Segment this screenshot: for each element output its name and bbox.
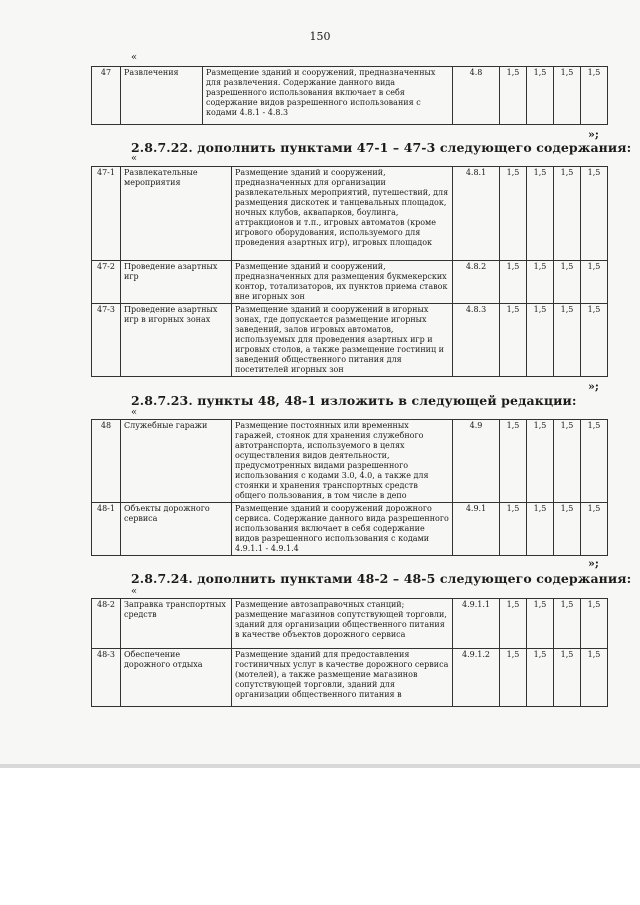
close-quote: »; (588, 128, 599, 141)
coefficient-value: 1,5 (500, 649, 527, 707)
section-heading: 2.8.7.22. дополнить пунктами 47-1 – 47-3 следующего содержания: (131, 140, 632, 155)
coefficient-value: 1,5 (527, 167, 554, 261)
use-type-name: Обеспечение дорожного отдыха (121, 649, 232, 707)
classifier-code: 4.9.1 (453, 503, 500, 556)
close-quote: »; (588, 557, 599, 570)
coefficient-value: 1,5 (500, 67, 527, 125)
row-number: 48-3 (92, 649, 121, 707)
section-heading: 2.8.7.23. пункты 48, 48-1 изложить в следующей редакции: (131, 393, 577, 408)
classifier-code: 4.8.1 (453, 167, 500, 261)
table-row (92, 503, 608, 556)
classifier-code: 4.8.2 (453, 261, 500, 304)
classifier-code: 4.9 (453, 420, 500, 503)
coefficient-value: 1,5 (554, 503, 581, 556)
classifier-code: 4.8.3 (453, 304, 500, 377)
coefficient-value: 1,5 (581, 420, 608, 503)
coefficient-value: 1,5 (527, 503, 554, 556)
coefficient-value: 1,5 (500, 261, 527, 304)
table-row (92, 420, 608, 503)
use-type-description: Размещение зданий и сооружений в игорных зонах, где допускается размещение игорных заведений, залов игровых автоматов, используемых для проведения азартных игр и игровых столов, а также размещение гостиниц и заведений общественного питания для посетителей игорных зон (232, 304, 453, 377)
table-row (92, 649, 608, 707)
use-type-description: Размещение зданий и сооружений дорожного сервиса. Содержание данного вида разрешенного использования включает в себя содержание видов разрешенного использования с кодами 4.9.1.1 - 4.9.1.4 (232, 503, 453, 556)
coefficient-value: 1,5 (554, 420, 581, 503)
land-use-table-3 (91, 419, 608, 556)
coefficient-value: 1,5 (500, 503, 527, 556)
use-type-description: Размещение постоянных или временных гаражей, стоянок для хранения служебного автотранспорта, используемого в целях осуществления видов деятельности, предусмотренных видами разрешенного использования с кодами 3.0, 4.0, а также для стоянки и хранения транспортных средств общего пользования, в том числе в депо (232, 420, 453, 503)
use-type-description: Размещение зданий и сооружений, предназначенных для организации развлекательных мероприятий, путешествий, для размещения дискотек и танцевальных площадок, ночных клубов, аквапарков, боулинга, аттракционов и т.п., игровых автоматов (кроме игрового оборудования, используемого для проведения азартных игр), игровых площадок (232, 167, 453, 261)
land-use-table-1 (91, 66, 608, 125)
row-number: 48-2 (92, 599, 121, 649)
coefficient-value: 1,5 (554, 261, 581, 304)
open-quote: « (131, 153, 138, 164)
coefficient-value: 1,5 (554, 649, 581, 707)
table-row (92, 599, 608, 649)
coefficient-value: 1,5 (527, 420, 554, 503)
use-type-name: Развлечения (121, 67, 203, 125)
coefficient-value: 1,5 (500, 599, 527, 649)
classifier-code: 4.8 (453, 67, 500, 125)
land-use-table-4 (91, 598, 608, 707)
use-type-description: Размещение зданий и сооружений, предназначенных для развлечения. Содержание данного вида разрешенного использования включает в себя содержание видов разрешенного использования с кодами 4.8.1 - 4.8.3 (203, 67, 453, 125)
coefficient-value: 1,5 (554, 304, 581, 377)
use-type-name: Проведение азартных игр в игорных зонах (121, 304, 232, 377)
coefficient-value: 1,5 (527, 304, 554, 377)
coefficient-value: 1,5 (500, 304, 527, 377)
use-type-name: Развлекательные мероприятия (121, 167, 232, 261)
use-type-name: Проведение азартных игр (121, 261, 232, 304)
open-quote: « (131, 586, 138, 597)
use-type-description: Размещение автозаправочных станций; размещение магазинов сопутствующей торговли, зданий для организации общественного питания в качестве объектов дорожного сервиса (232, 599, 453, 649)
coefficient-value: 1,5 (500, 167, 527, 261)
land-use-table-2 (91, 166, 608, 377)
page-number: 150 (309, 30, 331, 43)
coefficient-value: 1,5 (527, 67, 554, 125)
coefficient-value: 1,5 (581, 167, 608, 261)
coefficient-value: 1,5 (581, 304, 608, 377)
row-number: 47-1 (92, 167, 121, 261)
use-type-name: Заправка транспортных средств (121, 599, 232, 649)
coefficient-value: 1,5 (527, 649, 554, 707)
use-type-description: Размещение зданий для предоставления гостиничных услуг в качестве дорожного сервиса (мотелей), а также размещение магазинов сопутствующей торговли, зданий для организации общественного питания в (232, 649, 453, 707)
use-type-name: Объекты дорожного сервиса (121, 503, 232, 556)
use-type-name: Служебные гаражи (121, 420, 232, 503)
coefficient-value: 1,5 (527, 599, 554, 649)
row-number: 47-2 (92, 261, 121, 304)
coefficient-value: 1,5 (527, 261, 554, 304)
coefficient-value: 1,5 (554, 67, 581, 125)
coefficient-value: 1,5 (581, 599, 608, 649)
row-number: 47 (92, 67, 121, 125)
open-quote: « (131, 52, 138, 63)
coefficient-value: 1,5 (500, 420, 527, 503)
row-number: 48-1 (92, 503, 121, 556)
open-quote: « (131, 407, 138, 418)
page-edge (0, 764, 640, 768)
coefficient-value: 1,5 (554, 599, 581, 649)
coefficient-value: 1,5 (581, 261, 608, 304)
coefficient-value: 1,5 (554, 167, 581, 261)
coefficient-value: 1,5 (581, 649, 608, 707)
table-row (92, 261, 608, 304)
classifier-code: 4.9.1.1 (453, 599, 500, 649)
row-number: 48 (92, 420, 121, 503)
table-row (92, 67, 608, 125)
coefficient-value: 1,5 (581, 67, 608, 125)
row-number: 47-3 (92, 304, 121, 377)
use-type-description: Размещение зданий и сооружений, предназначенных для размещения букмекерских контор, тотализаторов, их пунктов приема ставок вне игорных зон (232, 261, 453, 304)
classifier-code: 4.9.1.2 (453, 649, 500, 707)
table-row (92, 167, 608, 261)
section-heading: 2.8.7.24. дополнить пунктами 48-2 – 48-5 следующего содержания: (131, 571, 632, 586)
table-row (92, 304, 608, 377)
close-quote: »; (588, 380, 599, 393)
coefficient-value: 1,5 (581, 503, 608, 556)
